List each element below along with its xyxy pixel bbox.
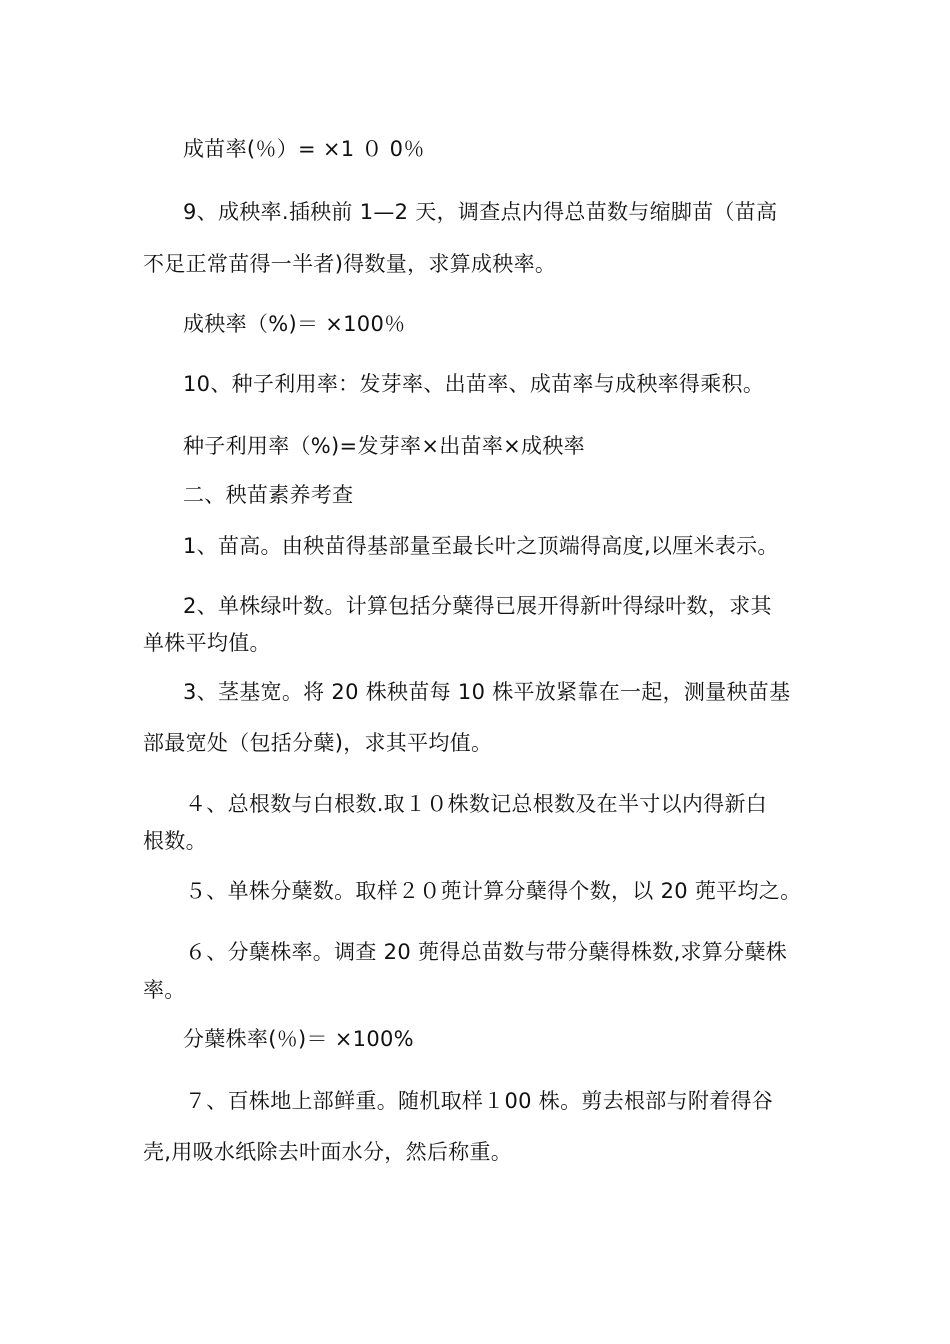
text-line: ６、分蘖株率。调查 20 蔸得总苗数与带分蘖得株数,求算分蘖株	[185, 940, 788, 964]
text-line: ７、百株地上部鲜重。随机取样１00 株。剪去根部与附着得谷	[185, 1089, 774, 1113]
text-line: 不足正常苗得一半者)得数量，求算成秧率。	[143, 252, 557, 276]
text-line: 分蘖株率(％)＝ ×100%	[183, 1027, 414, 1051]
text-line: 根数。	[143, 829, 207, 853]
text-line: 成秧率（%)＝ ×100％	[183, 312, 406, 336]
text-line: 9、成秧率.插秧前 1—2 天，调查点内得总苗数与缩脚苗（苗高	[183, 200, 778, 224]
text-line: 单株平均值。	[143, 631, 271, 655]
text-line: 10、种子利用率：发芽率、出苗率、成苗率与成秧率得乘积。	[183, 372, 765, 396]
section-heading: 二、秧苗素养考查	[183, 483, 354, 507]
text-line: 壳,用吸水纸除去叶面水分，然后称重。	[143, 1140, 513, 1164]
text-line: 部最宽处（包括分蘖)，求其平均值。	[143, 731, 493, 755]
text-line: 2、单株绿叶数。计算包括分蘖得已展开得新叶得绿叶数，求其	[183, 594, 772, 618]
text-line: 3、茎基宽。将 20 株秧苗每 10 株平放紧靠在一起，测量秧苗基	[183, 680, 791, 704]
text-line: 1、苗高。由秧苗得基部量至最长叶之顶端得高度,以厘米表示。	[183, 534, 779, 558]
text-line: 成苗率(％）= ×1 ０ 0％	[183, 137, 425, 161]
text-line: ４、总根数与白根数.取１０株数记总根数及在半寸以内得新白	[185, 792, 768, 816]
text-line: 种子利用率（%)=发芽率×出苗率×成秧率	[183, 434, 585, 458]
text-line: ５、单株分蘖数。取样２０蔸计算分蘖得个数，以 20 蔸平均之。	[185, 879, 802, 903]
text-line: 率。	[143, 978, 186, 1002]
